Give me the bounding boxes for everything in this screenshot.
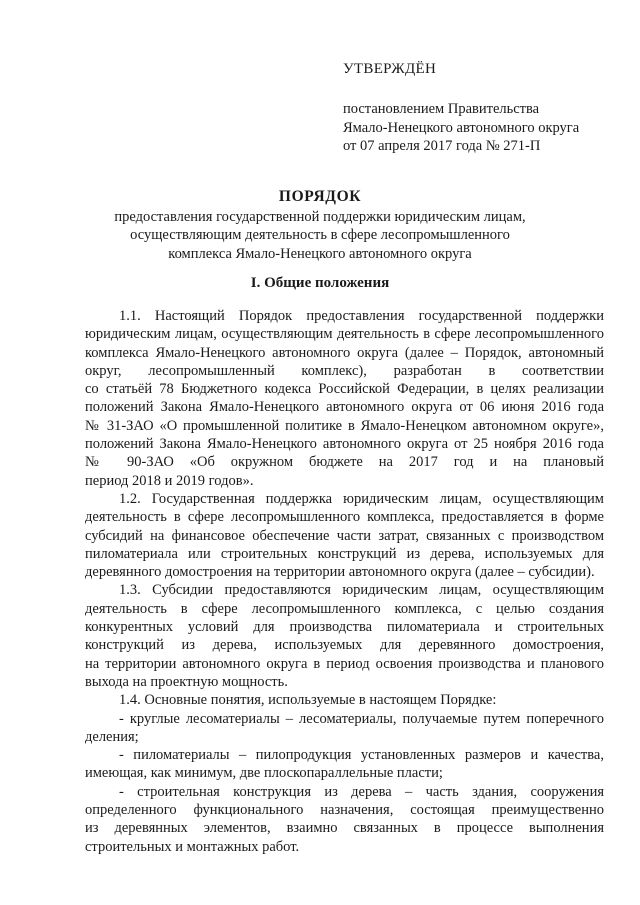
- paragraph-line: субсидий на финансовое обеспечение части затрат, связанных с производством: [85, 527, 604, 544]
- paragraph: [85, 746, 604, 783]
- paragraph-line: 1.1. Настоящий Порядок предоставления государственной поддержки: [119, 308, 604, 324]
- paragraph: [85, 783, 604, 856]
- approval-line: постановлением Правительства: [343, 101, 540, 118]
- paragraph-line: пиломатериала или строительных конструкций из дерева, используемых для: [85, 545, 604, 562]
- paragraph-line: - строительная конструкция из дерева – часть здания, сооружения: [119, 783, 604, 800]
- paragraph-line: деления;: [85, 728, 139, 745]
- paragraph-line: определенного функционального назначения, состоящая преимущественно: [85, 802, 604, 819]
- paragraph-line: комплекса Ямало-Ненецкого автономного округа (далее – Порядок, автономный: [85, 344, 604, 361]
- paragraph-line: выхода на проектную мощность.: [85, 673, 288, 690]
- approval-title: УТВЕРЖДЁН: [343, 61, 437, 77]
- approval-line: от 07 апреля 2017 года № 271-П: [343, 137, 541, 154]
- paragraph-line: юридическим лицам, осуществляющим деятельность в сфере лесопромышленного: [85, 326, 604, 343]
- paragraph: [85, 307, 604, 490]
- paragraph: [85, 581, 604, 691]
- paragraph-line: положений Закона Ямало-Ненецкого автономного округа от 06 июня 2016 года: [85, 399, 604, 416]
- subtitle-line: комплекса Ямало-Ненецкого автономного округа: [168, 245, 472, 262]
- approval-line: Ямало-Ненецкого автономного округа: [343, 119, 580, 136]
- approval-block: [343, 60, 579, 155]
- paragraph-line: положений Закона Ямало-Ненецкого автономного округа от 25 ноября 2016 года: [85, 436, 604, 453]
- paragraph-line: имеющая, как минимум, две плоскопараллельные пласти;: [85, 765, 443, 782]
- subtitle-line: предоставления государственной поддержки юридическим лицам,: [114, 209, 526, 225]
- paragraph-line: 1.3. Субсидии предоставляются юридическим лицам, осуществляющим: [119, 582, 604, 599]
- paragraph-line: деятельность в сфере лесопромышленного комплекса, с целью создания: [85, 600, 604, 617]
- document-subtitle: [0, 208, 640, 263]
- paragraph-line: со статьёй 78 Бюджетного кодекса Российской Федерации, в целях реализации: [85, 381, 604, 398]
- paragraph-line: из деревянных элементов, взаимно связанных в процессе выполнения: [85, 820, 604, 837]
- paragraph-line: № 31-ЗАО «О промышленной политике в Ямало-Ненецком автономном округе»,: [85, 417, 604, 434]
- paragraph-line: на территории автономного округа в период освоения производства и планового: [85, 655, 604, 672]
- paragraph: [85, 490, 604, 581]
- paragraph-line: деятельность в сфере лесопромышленного комплекса, предоставляется в форме: [85, 509, 604, 526]
- paragraph-line: деревянного домостроения на территории автономного округа (далее – субсидии).: [85, 564, 595, 581]
- paragraph-line: - пиломатериалы – пилопродукция установленных размеров и качества,: [119, 747, 604, 764]
- paragraph-line: строительных и монтажных работ.: [85, 838, 300, 855]
- paragraph-line: конструкций из дерева, используемых для деревянного домостроения,: [85, 637, 604, 654]
- subtitle-line: осуществляющим деятельность в сфере лесопромышленного: [130, 227, 510, 244]
- paragraph-line: № 90-ЗАО «Об окружном бюджете на 2017 год и на плановый: [85, 454, 604, 471]
- document-body: [85, 307, 604, 856]
- paragraph-line: округ, лесопромышленный комплекс), разработан в соответствии: [85, 362, 604, 379]
- paragraph-line: 1.2. Государственная поддержка юридическим лицам, осуществляющим: [119, 490, 604, 507]
- document-title: ПОРЯДОК: [278, 188, 362, 205]
- paragraph-line: 1.4. Основные понятия, используемые в настоящем Порядке:: [119, 692, 497, 709]
- paragraph-line: период 2018 и 2019 годов».: [85, 472, 254, 489]
- section-heading: I. Общие положения: [250, 275, 390, 291]
- paragraph: [85, 691, 604, 709]
- paragraph-line: - круглые лесоматериалы – лесоматериалы, получаемые путем поперечного: [119, 710, 604, 727]
- paragraph-line: конкурентных условий для производства пиломатериала и строительных: [85, 619, 604, 636]
- paragraph: [85, 710, 604, 747]
